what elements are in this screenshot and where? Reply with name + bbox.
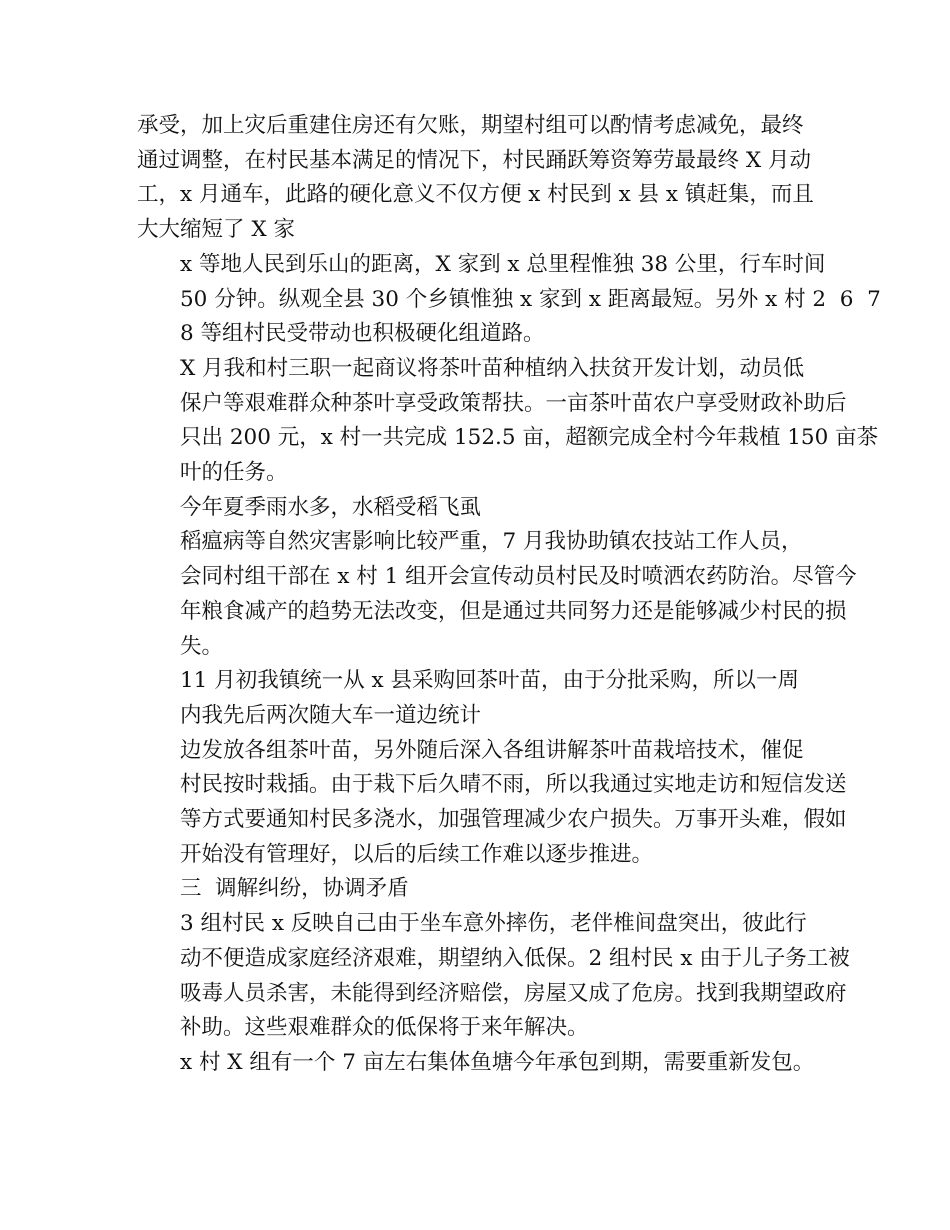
paragraph <box>137 352 879 491</box>
text-line: 今年夏季雨水多，水稻受稻飞虱 <box>180 494 482 520</box>
text-line: 会同村组干部在 x 村 1 组开会宣传动员村民及时喷洒农药防治。尽管今 <box>180 564 857 590</box>
text-line: 动不便造成家庭经济艰难，期望纳入低保。2 组村民 x 由于儿子务工被 <box>180 945 850 971</box>
text-line: 大大缩短了 X 家 <box>137 217 295 243</box>
text-line: 8 等组村民受带动也积极硬化组道路。 <box>180 321 545 347</box>
paragraph <box>137 491 817 526</box>
text-line: X 月我和村三职一起商议将茶叶苗种植纳入扶贫开发计划，动员低 <box>180 355 805 381</box>
text-line: 三 调解纠纷，协调矛盾 <box>180 876 409 902</box>
paragraph <box>137 109 817 248</box>
text-line: 吸毒人员杀害，未能得到经济赔偿，房屋又成了危房。找到我期望政府 <box>180 980 847 1006</box>
text-line: 等方式要通知村民多浇水，加强管理减少农户损失。万事开头难，假如 <box>180 807 847 833</box>
document-body <box>137 109 881 1081</box>
text-line: x 等地人民到乐山的距离，X 家到 x 总里程惟独 38 公里，行车时间 <box>180 251 826 277</box>
text-line: 只出 200 元，x 村一共完成 152.5 亩，超额完成全村今年栽植 150 亩茶 <box>180 425 879 451</box>
paragraph <box>137 734 847 873</box>
text-line: 11 月初我镇统一从 x 县采购回茶叶苗，由于分批采购，所以一周 <box>180 668 799 694</box>
paragraph <box>137 907 850 1046</box>
text-line: 工，x 月通车，此路的硬化意义不仅方便 x 村民到 x 县 x 镇赶集，而且 <box>137 182 814 208</box>
text-line: 3 组村民 x 反映自己由于坐车意外摔伤，老伴椎间盘突出，彼此行 <box>180 911 807 937</box>
paragraph <box>137 872 817 907</box>
text-line: 年粮食减产的趋势无法改变，但是通过共同努力还是能够减少村民的损 <box>180 598 847 624</box>
text-line: x 村 X 组有一个 7 亩左右集体鱼塘今年承包到期，需要重新发包。 <box>180 1049 815 1075</box>
text-line: 开始没有管理好，以后的后续工作难以逐步推进。 <box>180 841 654 867</box>
paragraph <box>137 248 881 317</box>
text-line: 叶的任务。 <box>180 460 288 486</box>
text-line: 边发放各组茶叶苗，另外随后深入各组讲解茶叶苗栽培技术，催促 <box>180 737 804 763</box>
paragraph <box>137 664 817 733</box>
text-line: 保户等艰难群众种茶叶享受政策帮扶。一亩茶叶苗农户享受财政补助后 <box>180 390 847 416</box>
text-line: 失。 <box>180 633 224 659</box>
text-line: 50 分钟。纵观全县 30 个乡镇惟独 x 家到 x 距离最短。另外 x 村 2 6 7 <box>180 286 881 312</box>
text-line: 村民按时栽插。由于栽下后久晴不雨，所以我通过实地走访和短信发送 <box>180 772 847 798</box>
paragraph <box>137 317 817 352</box>
text-line: 稻瘟病等自然灾害影响比较严重，7 月我协助镇农技站工作人员， <box>180 529 803 555</box>
text-line: 内我先后两次随大车一道边统计 <box>180 702 482 728</box>
text-line: 承受，加上灾后重建住房还有欠账，期望村组可以酌情考虑减免，最终 <box>137 113 804 138</box>
text-line: 通过调整，在村民基本满足的情况下，村民踊跃筹资筹劳最最终 X 月动 <box>137 147 811 173</box>
text-line: 补助。这些艰难群众的低保将于来年解决。 <box>180 1015 589 1041</box>
paragraph <box>137 1046 817 1081</box>
paragraph <box>137 525 857 664</box>
